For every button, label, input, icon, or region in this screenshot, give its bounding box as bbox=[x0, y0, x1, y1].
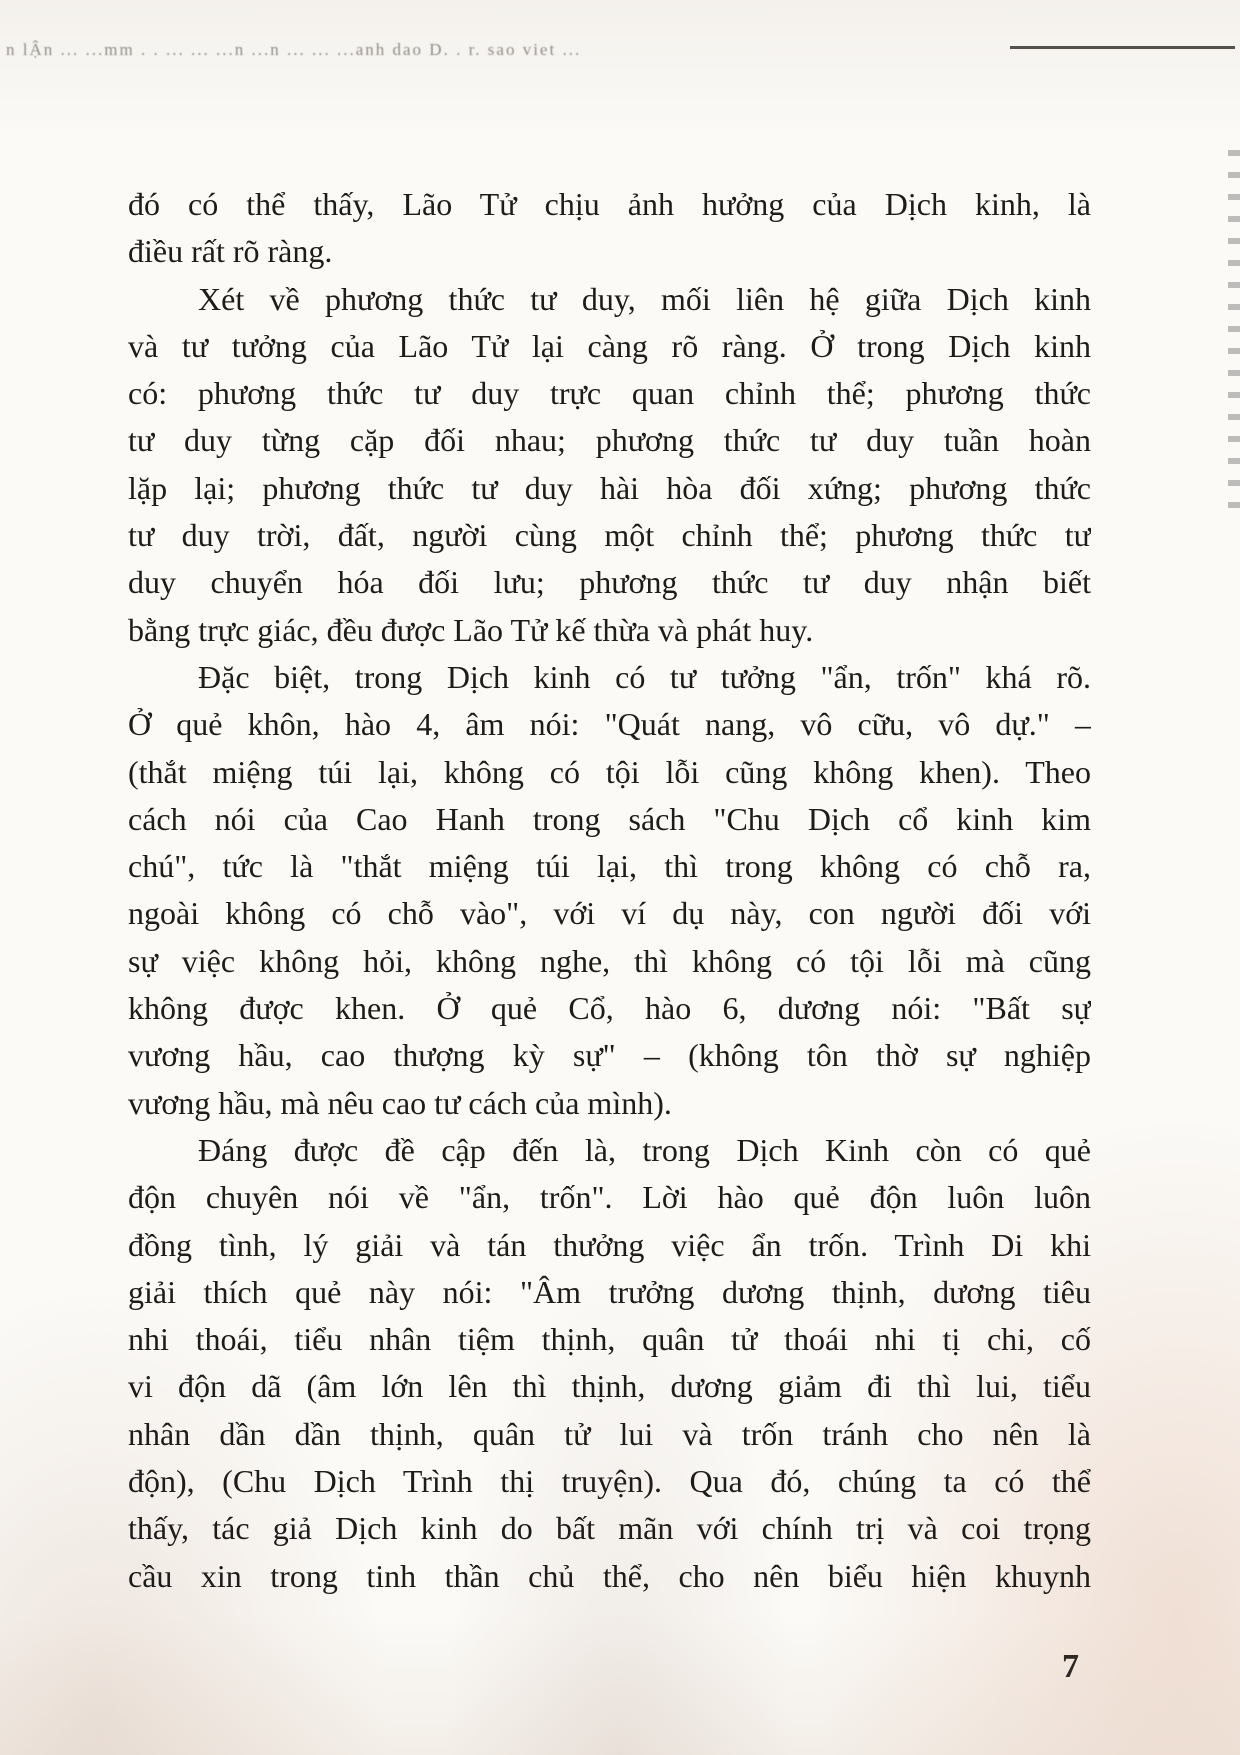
text-line: nhân dần dần thịnh, quân tử lui và trốn tránh cho nên là bbox=[128, 1415, 1091, 1452]
text-line: vương hầu, mà nêu cao tư cách của mình). bbox=[128, 1084, 672, 1121]
text-line: Đáng được đề cập đến là, trong Dịch Kinh còn có quẻ bbox=[198, 1131, 1091, 1168]
text-line: cầu xin trong tinh thần chủ thể, cho nên biểu hiện khuynh bbox=[128, 1557, 1091, 1594]
page-edge-shadow bbox=[1228, 150, 1240, 510]
running-header bbox=[0, 40, 1240, 62]
text-line: nhi thoái, tiểu nhân tiệm thịnh, quân tử thoái nhi tị chi, cố bbox=[128, 1321, 1091, 1358]
text-line: độn chuyên nói về "ẩn, trốn". Lời hào quẻ độn luôn luôn bbox=[128, 1179, 1091, 1216]
text-line: vi độn dã (âm lớn lên thì thịnh, dương giảm đi thì lui, tiểu bbox=[128, 1368, 1091, 1405]
text-line: điều rất rõ ràng. bbox=[128, 233, 333, 270]
text-line: thấy, tác giả Dịch kinh do bất mãn với chính trị và coi trọng bbox=[128, 1510, 1091, 1547]
text-line: tư duy trời, đất, người cùng một chỉnh thể; phương thức tư bbox=[128, 517, 1091, 554]
page-number: 7 bbox=[1062, 1648, 1079, 1685]
text-line: lặp lại; phương thức tư duy hài hòa đối xứng; phương thức bbox=[128, 469, 1091, 506]
text-line: Ở quẻ khôn, hào 4, âm nói: "Quát nang, vô cữu, vô dự." – bbox=[128, 706, 1091, 743]
text-line: bằng trực giác, đều được Lão Tử kế thừa và phát huy. bbox=[128, 611, 814, 648]
text-line: độn), (Chu Dịch Trình thị truyện). Qua đó, chúng ta có thể bbox=[128, 1463, 1091, 1500]
text-line: sự việc không hỏi, không nghe, thì không có tội lỗi mà cũng bbox=[128, 942, 1091, 979]
text-line: có: phương thức tư duy trực quan chỉnh thể; phương thức bbox=[128, 375, 1091, 412]
text-line: giải thích quẻ này nói: "Âm trưởng dương thịnh, dương tiêu bbox=[128, 1273, 1091, 1310]
text-line: duy chuyển hóa đối lưu; phương thức tư duy nhận biết bbox=[128, 564, 1091, 601]
text-line: ngoài không có chỗ vào", với ví dụ này, con người đối với bbox=[128, 895, 1091, 932]
text-line: Đặc biệt, trong Dịch kinh có tư tưởng "ẩn, trốn" khá rõ. bbox=[198, 658, 1091, 695]
header-rule bbox=[1010, 46, 1235, 49]
text-line: và tư tưởng của Lão Tử lại càng rõ ràng. Ở trong Dịch kinh bbox=[128, 327, 1091, 364]
body-text bbox=[128, 181, 1091, 1600]
running-head-text: n lẬn ... ...mm . . ... ... ...n ...n ... ... ...anh dao D. . r. sao viet ... bbox=[6, 40, 582, 59]
text-line: đó có thể thấy, Lão Tử chịu ảnh hưởng của Dịch kinh, là bbox=[128, 186, 1091, 222]
text-line: không được khen. Ở quẻ Cổ, hào 6, dương nói: "Bất sự bbox=[128, 990, 1091, 1027]
text-line: tư duy từng cặp đối nhau; phương thức tư duy tuần hoàn bbox=[128, 422, 1091, 459]
text-line: Xét về phương thức tư duy, mối liên hệ giữa Dịch kinh bbox=[198, 280, 1091, 317]
text-line: cách nói của Cao Hanh trong sách "Chu Dịch cổ kinh kim bbox=[128, 800, 1091, 837]
text-line: chú", tức là "thắt miệng túi lại, thì trong không có chỗ ra, bbox=[128, 848, 1091, 885]
text-line: vương hầu, cao thượng kỳ sự" – (không tôn thờ sự nghiệp bbox=[128, 1037, 1091, 1074]
text-line: đồng tình, lý giải và tán thưởng việc ẩn trốn. Trình Di khi bbox=[128, 1226, 1091, 1263]
text-line: (thắt miệng túi lại, không có tội lỗi cũng không khen). Theo bbox=[128, 753, 1091, 790]
